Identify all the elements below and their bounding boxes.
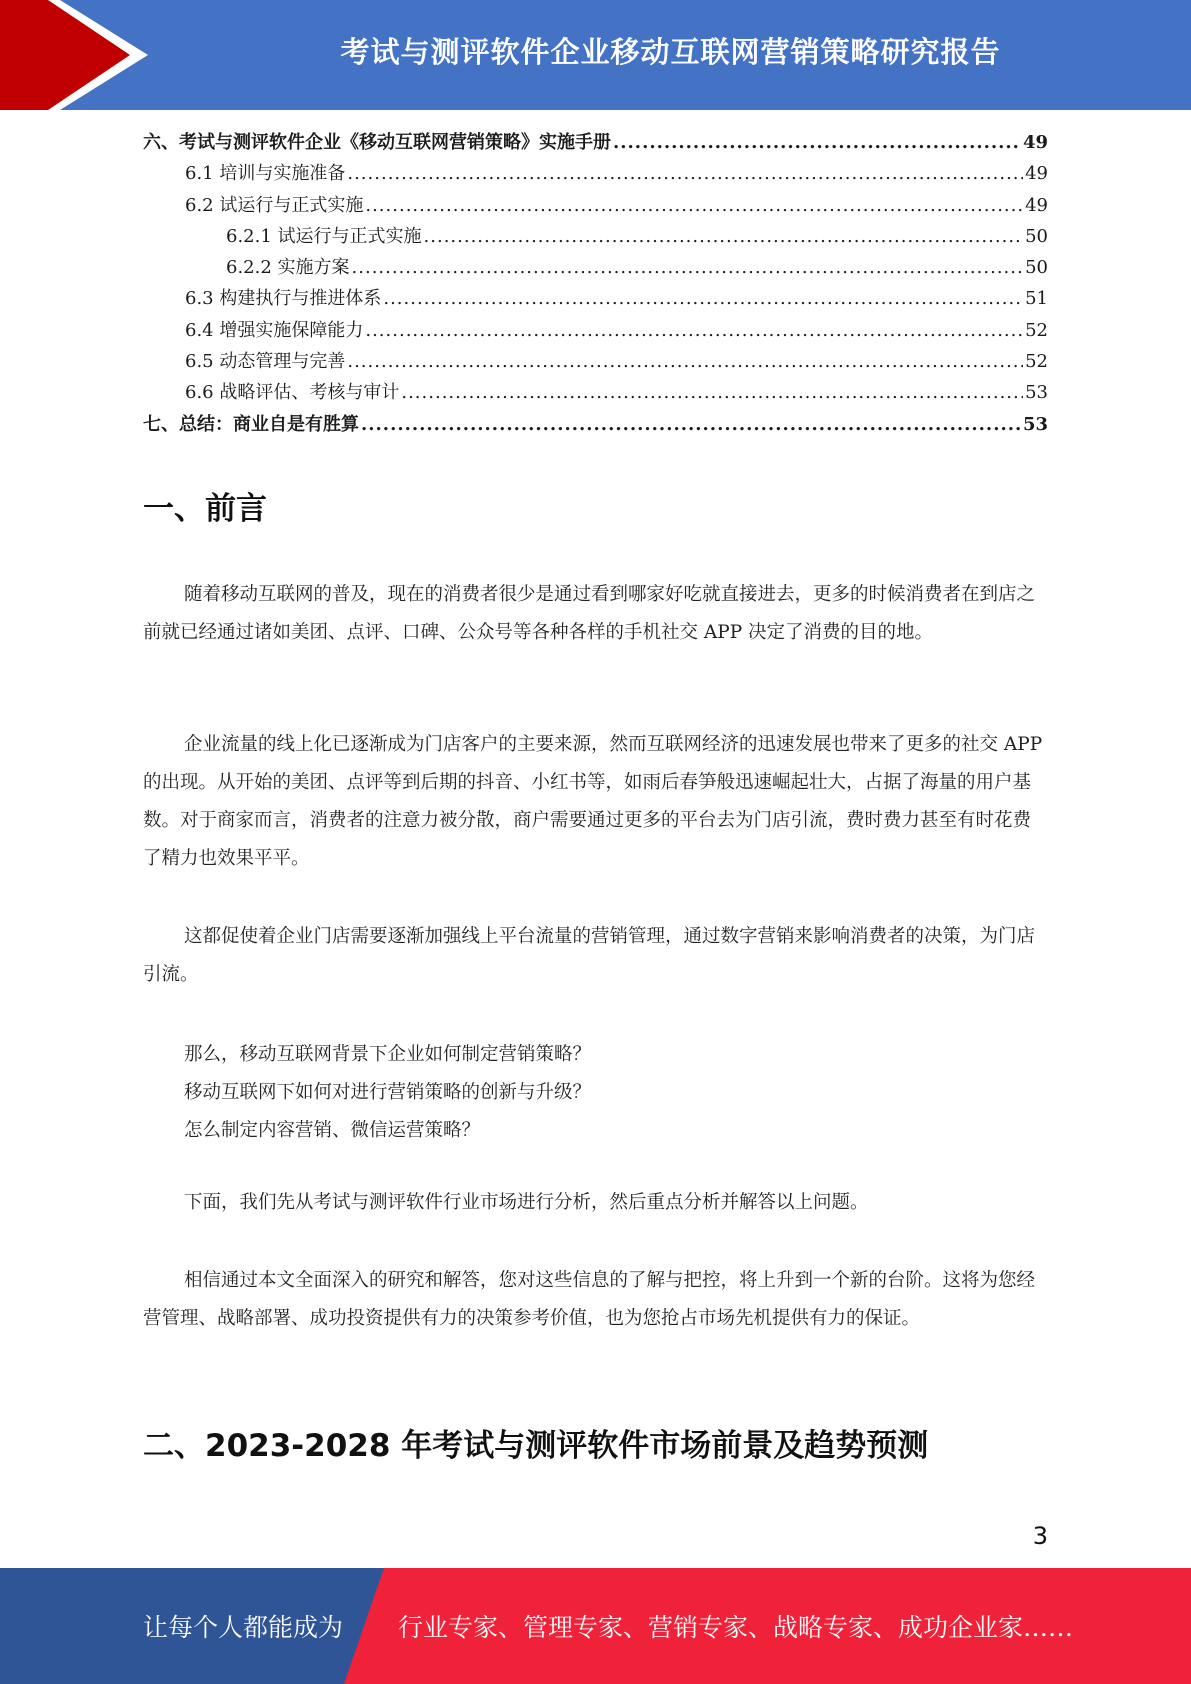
toc-leader-dots bbox=[613, 132, 1021, 153]
toc-entry-page: 53 bbox=[1025, 382, 1048, 404]
table-of-contents bbox=[143, 128, 1048, 441]
toc-entry-label: 6.2 试运行与正式实施 bbox=[185, 194, 364, 216]
toc-entry-page: 53 bbox=[1022, 413, 1048, 435]
toc-entry-page: 52 bbox=[1025, 351, 1048, 373]
toc-entry[interactable] bbox=[143, 347, 1048, 378]
toc-entry-label: 六、考试与测评软件企业《移动互联网营销策略》实施手册 bbox=[143, 132, 611, 153]
footer-slogan-left: 让每个人都能成为 bbox=[143, 1613, 344, 1642]
toc-entry-page: 51 bbox=[1025, 288, 1048, 310]
toc-entry[interactable] bbox=[143, 316, 1048, 347]
body-paragraph: 企业流量的线上化已逐渐成为门店客户的主要来源，然而互联网经济的迅速发展也带来了更多的社交 APP 的出现。从开始的美团、点评等到后期的抖音、小红书等，如雨后春笋般迅速崛起壮大，占据了海量的用户基数。对于商家而言，消费者的注意力被分散，商户需要通过更多的平台去为门店引流，费时费力甚至有时花费了精力也效果平平。 bbox=[143, 734, 1043, 869]
footer-slogan-right: 行业专家、管理专家、营销专家、战略专家、成功企业家…… bbox=[398, 1613, 1074, 1642]
question-line: 移动互联网下如何对进行营销策略的创新与升级？ bbox=[184, 1082, 592, 1103]
toc-leader-dots bbox=[347, 351, 1023, 372]
body-paragraph: 下面，我们先从考试与测评软件行业市场进行分析，然后重点分析并解答以上问题。 bbox=[184, 1192, 869, 1213]
section-heading-market-forecast: 二、2023-2028 年考试与测评软件市场前景及趋势预测 bbox=[143, 1428, 929, 1464]
toc-entry-page: 49 bbox=[1022, 132, 1048, 153]
toc-entry-page: 52 bbox=[1025, 319, 1048, 341]
toc-entry-label: 6.5 动态管理与完善 bbox=[185, 351, 346, 373]
toc-leader-dots bbox=[361, 414, 1021, 435]
toc-entry-page: 49 bbox=[1025, 194, 1048, 216]
body-paragraph: 这都促使着企业门店需要逐渐加强线上平台流量的营销管理，通过数字营销来影响消费者的决策，为门店引流。 bbox=[143, 926, 1036, 985]
toc-entry[interactable] bbox=[143, 222, 1048, 253]
page-header bbox=[0, 0, 1191, 110]
toc-leader-dots bbox=[365, 320, 1023, 341]
toc-entry-label: 6.6 战略评估、考核与审计 bbox=[185, 382, 400, 404]
toc-entry-page: 50 bbox=[1025, 257, 1048, 279]
toc-entry-label: 6.1 培训与实施准备 bbox=[185, 163, 346, 185]
body-paragraph: 相信通过本文全面深入的研究和解答，您对这些信息的了解与把控，将上升到一个新的台阶。这将为您经营管理、战略部署、成功投资提供有力的决策参考价值，也为您抢占市场先机提供有力的保证。 bbox=[143, 1270, 1036, 1329]
header-title: 考试与测评软件企业移动互联网营销策略研究报告 bbox=[340, 34, 1001, 69]
toc-leader-dots bbox=[424, 226, 1024, 247]
toc-leader-dots bbox=[365, 195, 1023, 216]
body-paragraph: 随着移动互联网的普及，现在的消费者很少是通过看到哪家好吃就直接进去，更多的时候消费者在到店之前就已经通过诸如美团、点评、口碑、公众号等各种各样的手机社交 APP 决定了消费的目的地。 bbox=[143, 584, 1036, 643]
toc-entry-label: 6.2.1 试运行与正式实施 bbox=[226, 225, 422, 247]
toc-leader-dots bbox=[352, 257, 1024, 278]
toc-leader-dots bbox=[383, 288, 1023, 309]
toc-entry-label: 七、总结：商业自是有胜算 bbox=[143, 413, 359, 435]
header-arrow-decoration bbox=[0, 0, 160, 110]
toc-entry-label: 6.3 构建执行与推进体系 bbox=[185, 288, 382, 310]
toc-entry-label: 6.2.2 实施方案 bbox=[226, 257, 350, 279]
section-heading-preface: 一、前言 bbox=[143, 491, 267, 527]
question-line: 那么，移动互联网背景下企业如何制定营销策略？ bbox=[184, 1044, 592, 1065]
toc-leader-dots bbox=[347, 163, 1023, 184]
toc-entry[interactable] bbox=[143, 410, 1048, 441]
page-number: 3 bbox=[1032, 1522, 1048, 1550]
toc-entry-page: 49 bbox=[1025, 163, 1048, 185]
toc-entry-page: 50 bbox=[1025, 225, 1048, 247]
toc-entry[interactable] bbox=[143, 128, 1048, 159]
toc-leader-dots bbox=[401, 382, 1023, 403]
toc-entry[interactable] bbox=[143, 378, 1048, 409]
toc-entry[interactable] bbox=[143, 191, 1048, 222]
toc-entry-label: 6.4 增强实施保障能力 bbox=[185, 319, 364, 341]
toc-entry[interactable] bbox=[143, 253, 1048, 284]
page-footer bbox=[0, 1568, 1191, 1684]
question-line: 怎么制定内容营销、微信运营策略？ bbox=[184, 1120, 481, 1141]
toc-entry[interactable] bbox=[143, 284, 1048, 315]
toc-entry[interactable] bbox=[143, 159, 1048, 190]
